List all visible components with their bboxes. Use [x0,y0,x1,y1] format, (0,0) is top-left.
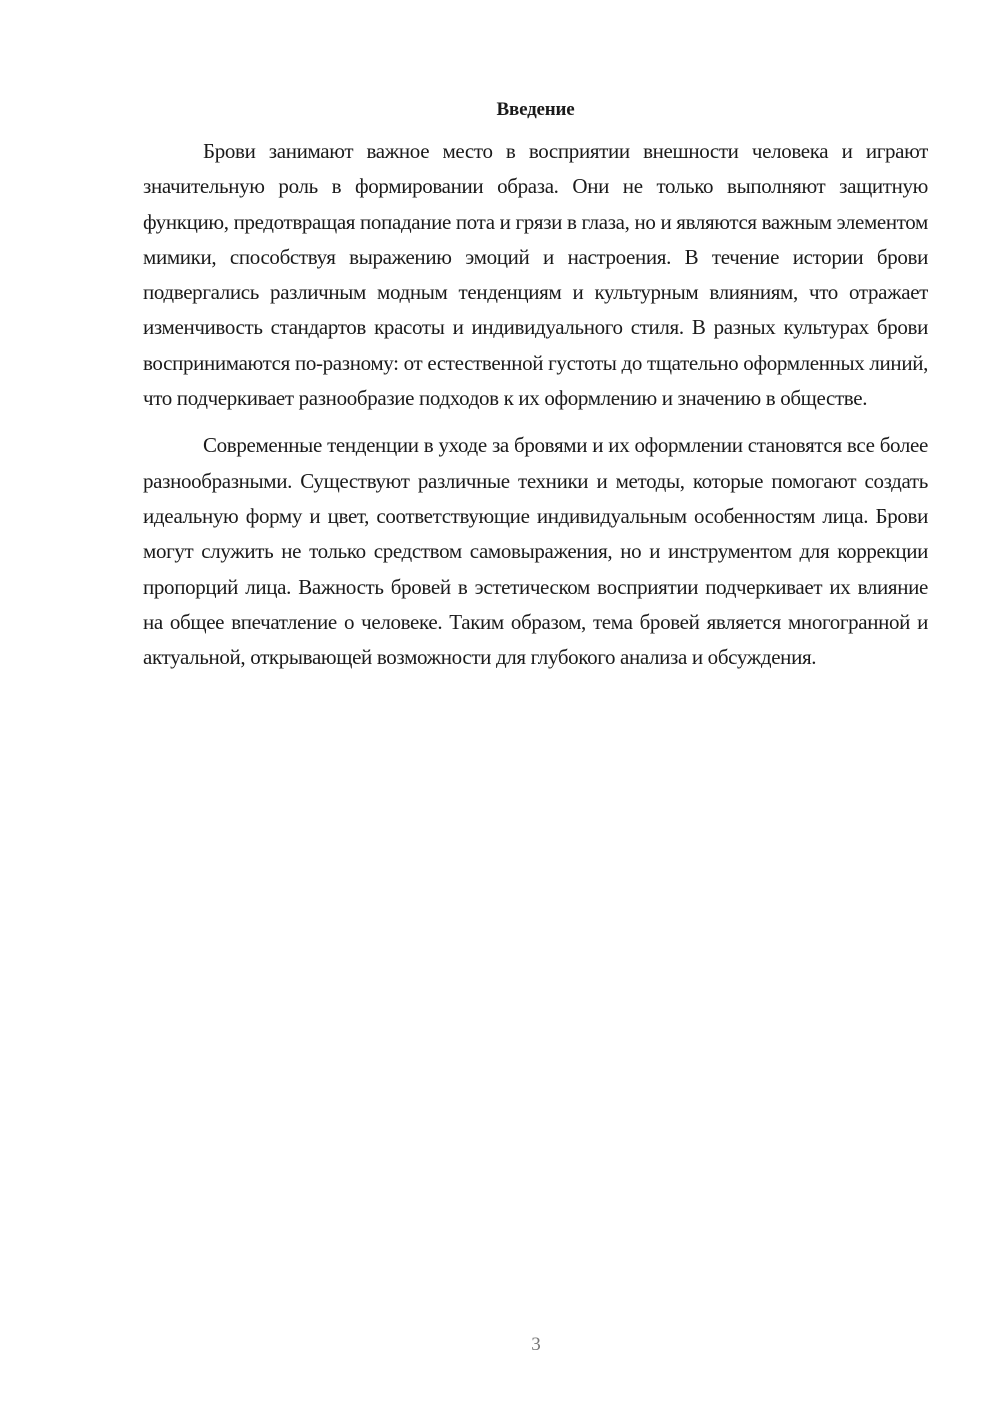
page-number: 3 [531,1334,541,1355]
section-heading: Введение [496,99,575,120]
paragraph-trends: Современные тенденции в уходе за бровями и их оформлении становятся все более разнообразными. Существуют различные техники и методы, которые помогают создать идеальную форму и цвет, соответствующие индивидуальным особенностям лица. Брови могут служить не только средством самовыражения, но и инструментом для коррекции пропорций лица. Важность бровей в эстетическом восприятии подчеркивает их влияние на общее впечатление о человеке. Таким образом, тема бровей является многогранной и актуальной, открывающей возможности для глубокого анализа и обсуждения. [143,433,928,670]
paragraph-intro: Брови занимают важное место в восприятии внешности человека и играют значительную роль в формировании образа. Они не только выполняют защитную функцию, предотвращая попадание пота и грязи в глаза, но и являются важным элементом мимики, способствуя выражению эмоций и настроения. В течение истории брови подвергались различным модным тенденциям и культурным влияниям, что отражает изменчивость стандартов красоты и индивидуального стиля. В разных культурах брови воспринимаются по-разному: от естественной густоты до тщательно оформленных линий, что подчеркивает разнообразие подходов к их оформлению и значению в обществе. [143,139,928,411]
document-page [143,96,928,675]
